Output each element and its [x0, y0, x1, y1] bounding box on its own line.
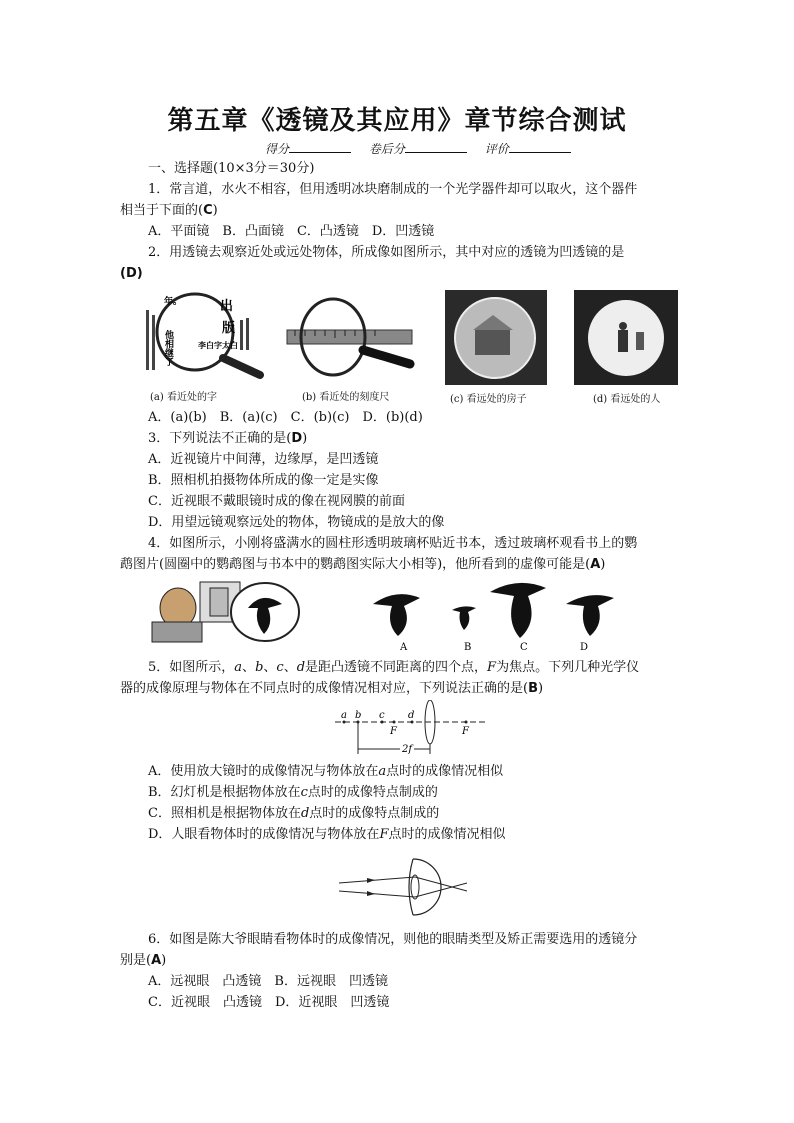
choice-a-label: A	[400, 642, 408, 653]
evaluation-label: 评价	[484, 142, 509, 156]
magnifier-text-figure	[140, 290, 270, 380]
q6-stem-end: 别是(	[120, 953, 152, 968]
fig-text-1: 出	[220, 299, 234, 314]
score-label: 得分	[265, 142, 290, 156]
fig-text-3: 李白字太白	[198, 340, 238, 350]
q6-options-cd: C．近视眼 凸透镜 D．近视眼 凹透镜	[148, 995, 390, 1010]
page-title: 第五章《透镜及其应用》章节综合测试	[167, 106, 627, 136]
q6-line2	[120, 953, 166, 969]
q1-options: A．平面镜 B．凸面镜 C．凸透镜 D．凹透镜	[148, 224, 435, 239]
q3-paren: )	[302, 431, 308, 446]
q5-var-b: b	[255, 660, 264, 675]
final-score-blank	[405, 141, 467, 153]
q5-sep-3: 、	[283, 660, 297, 675]
score-line	[265, 140, 585, 157]
evaluation-blank	[509, 141, 571, 153]
score-blank	[289, 141, 351, 153]
point-c-label: c	[379, 710, 385, 721]
q2-line1: 2．用透镜去观察近处或远处物体，所成像如图所示，其中对应的透镜为凹透镜的是	[148, 245, 625, 260]
focus-left-label: F	[390, 726, 397, 737]
caption-c: (c) 看远处的房子	[450, 394, 527, 405]
q5-line1	[148, 660, 639, 676]
boy-glass-figure	[150, 578, 310, 644]
q5a-text-2: 点时的成像情况相似	[386, 764, 504, 779]
q3-option-a: A．近视镜片中间薄，边缘厚，是凹透镜	[148, 452, 379, 467]
q4-answer: A	[590, 557, 601, 572]
q5c-text-2: 点时的成像特点制成的	[309, 806, 440, 821]
q5a-var: a	[378, 764, 387, 779]
q6-paren: )	[161, 953, 167, 968]
two-f-label: 2f	[402, 744, 413, 755]
choice-c-label: C	[520, 642, 528, 653]
fig-text-5: 年。	[164, 297, 183, 307]
q4-line1: 4．如图所示，小刚将盛满水的圆柱形透明玻璃杯贴近书本，透过玻璃杯观看书上的鹦	[148, 536, 638, 551]
focus-right-label: F	[462, 726, 469, 737]
q5-var-a: a	[234, 660, 243, 675]
q4-paren: )	[600, 557, 606, 572]
q5-option-b	[148, 785, 438, 801]
q4-stem-end: 鹉图片(圆圈中的鹦鹉图与书本中的鹦鹉图实际大小相等)，他所看到的虚像可能是(	[120, 557, 591, 572]
q5-text-1: 5．如图所示，	[148, 660, 235, 675]
distant-person-photo	[574, 290, 678, 385]
q5b-text-2: 点时的成像特点制成的	[307, 785, 438, 800]
q5d-text-2: 点时的成像情况相似	[388, 827, 506, 842]
q5-var-d: d	[296, 660, 306, 675]
q5-var-f: F	[487, 660, 497, 675]
q1-line2	[120, 203, 218, 219]
q1-answer: C	[203, 203, 213, 218]
q5-paren: )	[538, 681, 544, 696]
q2-options: A．(a)(b) B．(a)(c) C．(b)(c) D．(b)(d)	[148, 410, 423, 425]
q6-options-ab: A．远视眼 凸透镜 B．远视眼 凹透镜	[148, 974, 388, 989]
q4-line2	[120, 557, 605, 573]
q5c-text-1: C．照相机是根据物体放在	[148, 806, 301, 821]
section-heading: 一、选择题(10×3分＝30分)	[148, 161, 315, 176]
q3-stem	[148, 431, 307, 447]
q3-stem-text: 3．下列说法不正确的是(	[148, 431, 292, 446]
q5-option-d	[148, 827, 505, 843]
point-d-label: d	[408, 710, 415, 721]
q5b-var: c	[300, 785, 308, 800]
choice-b-label: B	[464, 642, 472, 653]
q5d-var: F	[379, 827, 389, 842]
q6-answer: A	[151, 953, 162, 968]
q5-text-2: 是距凸透镜不同距离的四个点，	[305, 660, 488, 675]
caption-d: (d) 看远处的人	[593, 394, 661, 405]
magnifier-ruler-figure	[285, 292, 415, 377]
q2-answer: (D)	[120, 266, 143, 281]
fig-text-2: 版	[222, 321, 236, 336]
point-a-label: a	[341, 710, 347, 721]
q5-sep-2: 、	[263, 660, 277, 675]
q1-line1: 1．常言道，水火不相容，但用透明冰块磨制成的一个光学器件却可以取火，这个器件	[148, 182, 638, 197]
q5c-var: d	[300, 806, 310, 821]
q5-option-c	[148, 806, 439, 822]
choice-d-label: D	[580, 642, 589, 653]
q1-stem-end: 相当于下面的(	[120, 203, 204, 218]
fig-text-4: 他相继了	[163, 330, 173, 366]
q3-answer: D	[291, 431, 303, 446]
q1-paren: )	[212, 203, 218, 218]
q5-answer: B	[528, 681, 538, 696]
q5-sep-1: 、	[242, 660, 256, 675]
q5d-text-1: D．人眼看物体时的成像情况与物体放在	[148, 827, 380, 842]
q5-var-c: c	[276, 660, 284, 675]
caption-b: (b) 看近处的刻度尺	[302, 392, 390, 403]
point-b-label: b	[355, 710, 362, 721]
distant-house-photo	[445, 290, 547, 385]
caption-a: (a) 看近处的字	[150, 392, 217, 403]
q6-line1: 6．如图是陈大爷眼睛看物体时的成像情况，则他的眼睛类型及矫正需要选用的透镜分	[148, 932, 638, 947]
q5a-text-1: A．使用放大镜时的成像情况与物体放在	[148, 764, 379, 779]
eye-diagram	[335, 855, 475, 919]
q5-stem-end: 器的成像原理与物体在不同点时的成像情况相对应，下列说法正确的是(	[120, 681, 529, 696]
lens-diagram	[330, 700, 490, 758]
final-score-label: 卷后分	[368, 142, 405, 156]
q5-option-a	[148, 764, 503, 780]
q3-option-d: D．用望远镜观察远处的物体，物镜成的是放大的像	[148, 515, 445, 530]
q5-text-3: 为焦点。下列几种光学仪	[496, 660, 640, 675]
q5b-text-1: B．幻灯机是根据物体放在	[148, 785, 301, 800]
parrot-choices-figure	[368, 578, 618, 658]
q5-line2	[120, 681, 543, 697]
q3-option-b: B．照相机拍摄物体所成的像一定是实像	[148, 473, 379, 488]
q3-option-c: C．近视眼不戴眼镜时成的像在视网膜的前面	[148, 494, 405, 509]
